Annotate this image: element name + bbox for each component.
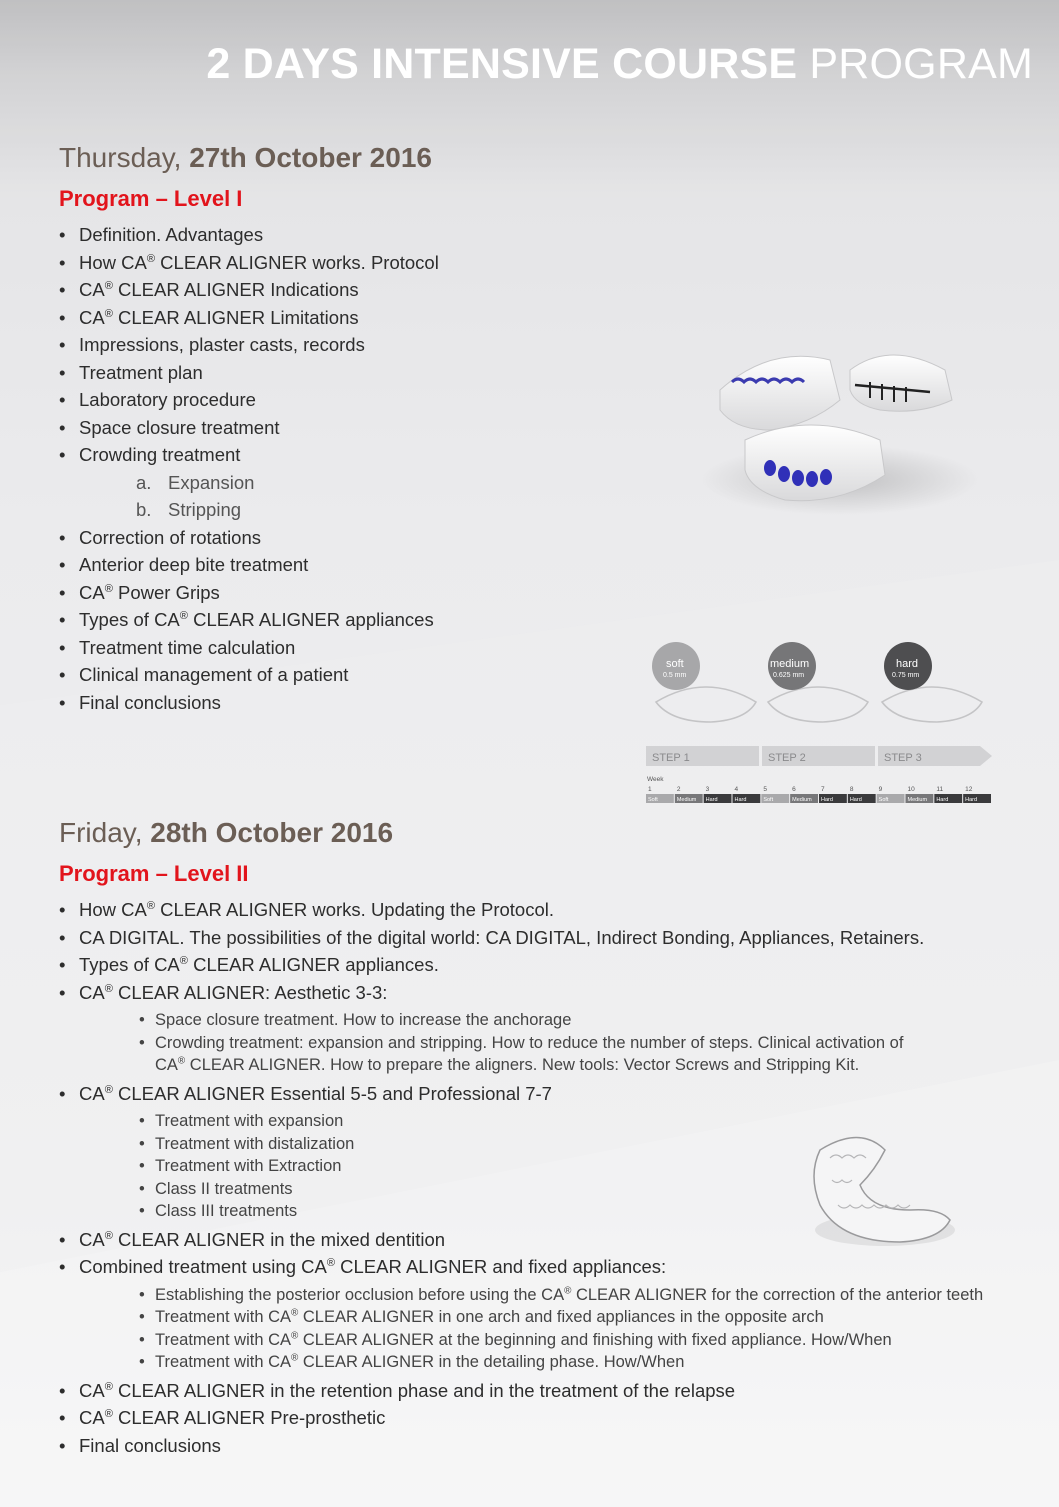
material-label: Hard — [849, 797, 862, 803]
week-number: 12 — [965, 786, 973, 793]
day1-level: Program – Level I — [59, 186, 243, 211]
medium-thickness: 0.625 mm — [773, 672, 805, 679]
sub-list-item: • Crowding treatment: expansion and stripping. How to reduce the number of steps. Clinical activation of — [59, 1032, 983, 1055]
day1-program-list — [59, 221, 439, 716]
day2-date: 28th October 2016 — [150, 817, 394, 848]
material-label: Medium — [792, 797, 812, 803]
sub-item-letter: a. — [136, 471, 152, 493]
sub-item-text: Expansion — [168, 471, 255, 493]
week-number: 5 — [763, 786, 767, 793]
list-item: • CA® CLEAR ALIGNER Indications — [59, 276, 439, 304]
list-item: • Treatment time calculation — [59, 634, 439, 662]
sub-list-item: • Treatment with distalization — [59, 1133, 983, 1156]
list-item: • Anterior deep bite treatment — [59, 551, 439, 579]
week-number: 1 — [648, 786, 652, 793]
sub-list-item: • Class II treatments — [59, 1178, 983, 1201]
day2-level: Program – Level II — [59, 861, 249, 886]
step3-label: STEP 3 — [884, 752, 922, 764]
step1-label: STEP 1 — [652, 752, 690, 764]
list-item: • CA® Power Grips — [59, 579, 439, 607]
sub-list-item: • Treatment with CA® CLEAR ALIGNER in one arch and fixed appliances in the opposite arch — [59, 1306, 983, 1329]
list-item: • CA® CLEAR ALIGNER in the mixed dentition — [59, 1226, 983, 1254]
list-item: • Clinical management of a patient — [59, 661, 439, 689]
list-item: • How CA® CLEAR ALIGNER works. Updating the Protocol. — [59, 896, 983, 924]
sub-list-item: • Space closure treatment. How to increase the anchorage — [59, 1009, 983, 1032]
sub-list-item-continued: CA® CLEAR ALIGNER. How to prepare the aligners. New tools: Vector Screws and Stripping Kit. — [155, 1055, 860, 1074]
day2-heading — [59, 817, 393, 849]
list-item: • CA® CLEAR ALIGNER: Aesthetic 3-3: — [59, 979, 983, 1007]
soft-label: soft — [666, 658, 684, 670]
list-item: • Types of CA® CLEAR ALIGNER appliances — [59, 606, 439, 634]
list-item: • Correction of rotations — [59, 524, 439, 552]
material-label: Soft — [763, 797, 774, 803]
sub-list-item — [59, 469, 439, 497]
sub-list-item: • Treatment with expansion — [59, 1110, 983, 1133]
week-number: 9 — [878, 786, 883, 793]
list-item: • How CA® CLEAR ALIGNER works. Protocol — [59, 249, 439, 277]
day2-weekday: Friday, — [59, 817, 143, 848]
sub-list-item: • Treatment with CA® CLEAR ALIGNER at the beginning and finishing with fixed appliance. How/When — [59, 1329, 983, 1352]
list-item: • Treatment plan — [59, 359, 439, 387]
list-item: • Types of CA® CLEAR ALIGNER appliances. — [59, 951, 983, 979]
day1-weekday: Thursday, — [59, 142, 182, 173]
material-label: Hard — [821, 797, 833, 803]
week-number: 7 — [821, 786, 825, 793]
list-item: • Final conclusions — [59, 1432, 983, 1460]
aligner-steps-graphic — [646, 636, 992, 806]
sub-list-item: • Class III treatments — [59, 1200, 983, 1223]
material-label: Hard — [734, 797, 747, 803]
sub-list-item — [59, 496, 439, 524]
list-item: • CA DIGITAL. The possibilities of the digital world: CA DIGITAL, Indirect Bonding, Appliances, Retainers. — [59, 924, 983, 952]
list-item: • CA® CLEAR ALIGNER in the retention phase and in the treatment of the relapse — [59, 1377, 983, 1405]
list-item: • Space closure treatment — [59, 414, 439, 442]
page-title-bold: 2 DAYS INTENSIVE COURSE — [206, 40, 798, 88]
sub-item-letter: b. — [136, 499, 152, 520]
week-number: 2 — [676, 786, 681, 793]
list-item: • Laboratory procedure — [59, 386, 439, 414]
week-number: 6 — [792, 786, 796, 793]
day1-heading — [59, 142, 432, 174]
list-item: • Definition. Advantages — [59, 221, 439, 249]
clear-aligner-image — [800, 1130, 960, 1255]
week-number: 8 — [849, 786, 854, 793]
sub-list-item: • Treatment with Extraction — [59, 1155, 983, 1178]
page-title — [206, 40, 1033, 89]
aligner-steps-svg — [646, 636, 992, 806]
week-numbers — [648, 786, 973, 793]
page-title-light: PROGRAM — [809, 40, 1033, 88]
sub-item-text: Stripping — [168, 499, 242, 520]
week-number: 3 — [705, 786, 710, 793]
material-label: Soft — [648, 797, 658, 803]
week-number: 4 — [734, 786, 739, 793]
soft-thickness: 0.5 mm — [663, 672, 687, 679]
hard-thickness: 0.75 mm — [892, 672, 920, 679]
week-number: 10 — [907, 786, 915, 793]
material-label: Hard — [936, 797, 949, 803]
list-item: • CA® CLEAR ALIGNER Pre-prosthetic — [59, 1404, 983, 1432]
material-label: Medium — [907, 797, 928, 803]
list-item: • Crowding treatment — [59, 441, 439, 469]
sub-list-item: • Treatment with CA® CLEAR ALIGNER in the detailing phase. How/When — [59, 1351, 983, 1374]
list-item: • Final conclusions — [59, 689, 439, 717]
material-label: Hard — [965, 797, 978, 803]
list-item: • CA® CLEAR ALIGNER Essential 5-5 and Professional 7-7 — [59, 1080, 983, 1108]
material-label: Soft — [878, 797, 889, 803]
week-number: 11 — [936, 786, 944, 793]
day1-date: 27th October 2016 — [189, 142, 432, 173]
week-label: Week — [647, 776, 664, 783]
medium-label: medium — [770, 658, 810, 670]
plaster-models-image — [690, 330, 990, 520]
list-item: • CA® CLEAR ALIGNER Limitations — [59, 304, 439, 332]
material-row — [646, 794, 991, 803]
list-item: • Impressions, plaster casts, records — [59, 331, 439, 359]
step2-label: STEP 2 — [768, 752, 806, 764]
sub-list-item: • Establishing the posterior occlusion before using the CA® CLEAR ALIGNER for the correction of the anterior teeth — [59, 1284, 983, 1307]
hard-label: hard — [896, 658, 919, 670]
list-item: • Combined treatment using CA® CLEAR ALIGNER and fixed appliances: — [59, 1253, 983, 1281]
material-label: Medium — [676, 797, 697, 803]
material-label: Hard — [705, 797, 718, 803]
